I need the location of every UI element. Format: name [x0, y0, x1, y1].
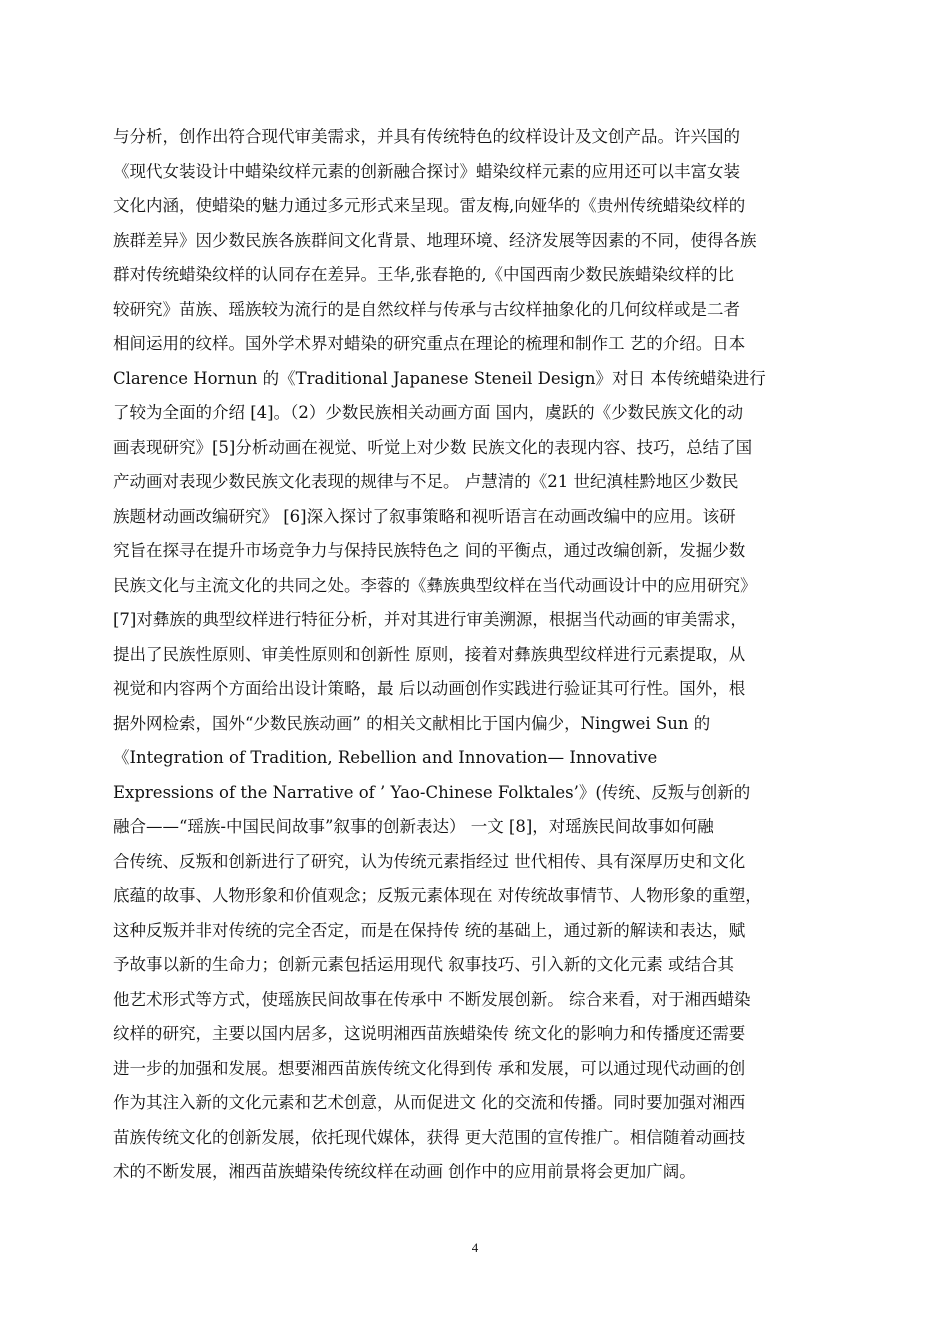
text-line: 他艺术形式等方式，使瑶族民间故事在传承中 不断发展创新。 综合来看，对于湘西蜡染 [113, 989, 751, 1009]
text-line: 术的不断发展，湘西苗族蜡染传统纹样在动画 创作中的应用前景将会更加广阔。 [113, 1162, 696, 1181]
text-line: 究旨在探寻在提升市场竞争力与保持民族特色之 间的平衡点，通过改编创新，发掘少数 [113, 541, 746, 560]
text-line: 群对传统蜡染纹样的认同存在差异。王华,张春艳的,《中国西南少数民族蜡染纹样的比 [113, 265, 734, 284]
text-line: 苗族传统文化的创新发展，依托现代媒体，获得 更大范围的宣传推广。相信随着动画技 [113, 1127, 746, 1147]
text-line: 进一步的加强和发展。想要湘西苗族传统文化得到传 承和发展，可以通过现代动画的创 [113, 1058, 746, 1078]
text-line: 族题材动画改编研究》 [6]深入探讨了叙事策略和视听语言在动画改编中的应用。该研 [113, 506, 736, 526]
text-line: 相间运用的纹样。国外学术界对蜡染的研究重点在理论的梳理和制作工 艺的介绍。日本 [113, 334, 746, 353]
text-line: 合传统、反叛和创新进行了研究，认为传统元素指经过 世代相传、具有深厚历史和文化 [113, 851, 746, 871]
text-line: 底蕴的故事、人物形象和价值观念；反叛元素体现在 对传统故事情节、人物形象的重塑， [113, 886, 762, 905]
text-line: 予故事以新的生命力；创新元素包括运用现代 叙事技巧、引入新的文化元素 或结合其 [113, 955, 734, 974]
text-line: 融合——“瑶族-中国民间故事”叙事的创新表达） 一文 [8]，对瑶族民间故事如何融 [113, 817, 714, 836]
text-line: Expressions of the Narrative of ’ Yao-Chinese Folktales’》(传统、反叛与创新的 [113, 782, 751, 802]
text-line: 据外网检索，国外“少数民族动画” 的相关文献相比于国内偏少，Ningwei Sun 的 [113, 713, 711, 733]
text-line: Clarence Hornun 的《Traditional Japanese Steneil Design》对日 本传统蜡染进行 [113, 368, 766, 388]
text-line: 文化内涵，使蜡染的魅力通过多元形式来呈现。雷友梅,向娅华的《贵州传统蜡染纹样的 [113, 196, 746, 215]
text-line: 了较为全面的介绍 [4]。（2）少数民族相关动画方面 国内，虞跃的《少数民族文化的动 [113, 403, 744, 422]
text-line: 这种反叛并非对传统的完全否定，而是在保持传 统的基础上，通过新的解读和表达，赋 [113, 920, 746, 940]
text-line: [7]对彝族的典型纹样进行特征分析，并对其进行审美溯源，根据当代动画的审美需求， [113, 610, 747, 629]
body-text [113, 120, 853, 1190]
text-line: 视觉和内容两个方面给出设计策略，最 后以动画创作实践进行验证其可行性。国外，根 [113, 679, 746, 698]
text-line: 民族文化与主流文化的共同之处。李蓉的《彝族典型纹样在当代动画设计中的应用研究》 [113, 575, 757, 595]
text-line: 族群差异》因少数民族各族群间文化背景、地理环境、经济发展等因素的不同，使得各族 [113, 230, 757, 250]
text-line: 作为其注入新的文化元素和艺术创意，从而促进文 化的交流和传播。同时要加强对湘西 [113, 1093, 746, 1112]
text-line: 纹样的研究，主要以国内居多，这说明湘西苗族蜡染传 统文化的影响力和传播度还需要 [113, 1024, 746, 1043]
text-line: 与分析，创作出符合现代审美需求，并具有传统特色的纹样设计及文创产品。许兴国的 [113, 127, 740, 146]
text-line: 《现代女装设计中蜡染纹样元素的创新融合探讨》蜡染纹样元素的应用还可以丰富女装 [113, 161, 740, 181]
text-line: 产动画对表现少数民族文化表现的规律与不足。 卢慧清的《21 世纪滇桂黔地区少数民 [113, 472, 739, 491]
text-line: 《Integration of Tradition, Rebellion and Innovation— Innovative [113, 748, 658, 767]
text-line: 较研究》苗族、瑶族较为流行的是自然纹样与传承与古纹样抽象化的几何纹样或是二者 [113, 299, 740, 319]
text-line: 提出了民族性原则、审美性原则和创新性 原则，接着对彝族典型纹样进行元素提取，从 [113, 644, 746, 664]
text-line: 画表现研究》[5]分析动画在视觉、听觉上对少数 民族文化的表现内容、技巧，总结了国 [113, 437, 753, 457]
page-number: 4 [471, 1240, 479, 1255]
